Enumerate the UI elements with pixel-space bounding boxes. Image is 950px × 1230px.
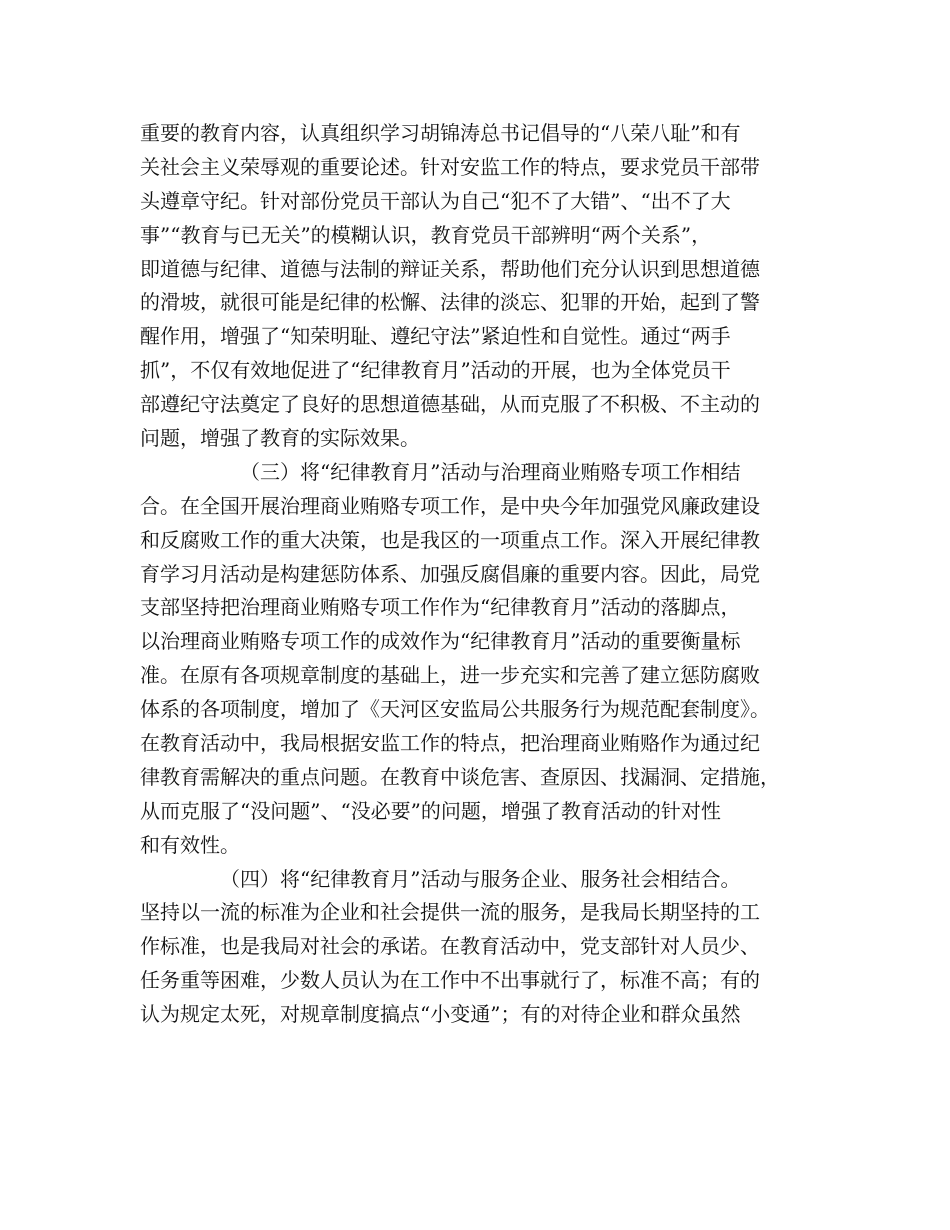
- text-line: 抓”，不仅有效地促进了“纪律教育月”活动的开展，也为全体党员干: [140, 358, 731, 383]
- body-text: [140, 117, 820, 1032]
- text-line: 体系的各项制度，增加了《天河区安监局公共服务行为规范配套制度》。: [140, 697, 770, 722]
- text-line: 支部坚持把治理商业贿赂专项工作作为“纪律教育月”活动的落脚点，: [140, 595, 741, 620]
- text-line: 律教育需解决的重点问题。在教育中谈危害、查原因、找漏洞、定措施，: [140, 764, 780, 789]
- text-line: 作标准，也是我局对社会的承诺。在教育活动中，党支部针对人员少、: [140, 934, 760, 959]
- text-line: 认为规定太死，对规章制度搞点“小变通”；有的对待企业和群众虽然: [140, 1002, 741, 1027]
- section-heading-line: （三）将“纪律教育月”活动与治理商业贿赂专项工作相结: [240, 459, 741, 484]
- text-line: 的滑坡，就很可能是纪律的松懈、法律的淡忘、犯罪的开始，起到了警: [140, 290, 760, 315]
- text-line: 和有效性。: [140, 832, 240, 857]
- text-line: 和反腐败工作的重大决策，也是我区的一项重点工作。深入开展纪律教: [140, 527, 760, 552]
- text-line: 以治理商业贿赂专项工作的成效作为“纪律教育月”活动的重要衡量标: [140, 629, 741, 654]
- text-line: 在教育活动中，我局根据安监工作的特点，把治理商业贿赂作为通过纪: [140, 731, 760, 756]
- text-line: 从而克服了“没问题”、“没必要”的问题，增强了教育活动的针对性: [140, 798, 721, 823]
- section-heading-line: （四）将“纪律教育月”活动与服务企业、服务社会相结合。: [220, 866, 741, 891]
- text-line: 准。在原有各项规章制度的基础上，进一步充实和完善了建立惩防腐败: [140, 663, 760, 688]
- text-line: 关社会主义荣辱观的重要论述。针对安监工作的特点，要求党员干部带: [140, 154, 760, 179]
- text-line: 坚持以一流的标准为企业和社会提供一流的服务，是我局长期坚持的工: [140, 900, 760, 925]
- text-line: 即道德与纪律、道德与法制的辩证关系，帮助他们充分认识到思想道德: [140, 256, 760, 281]
- text-line: 部遵纪守法奠定了良好的思想道德基础，从而克服了不积极、不主动的: [140, 392, 760, 417]
- text-line: 重要的教育内容，认真组织学习胡锦涛总书记倡导的“八荣八耻”和有: [140, 121, 741, 145]
- text-line: 醒作用，增强了“知荣明耻、遵纪守法”紧迫性和自觉性。通过“两手: [140, 324, 731, 349]
- text-line: 问题，增强了教育的实际效果。: [140, 426, 420, 451]
- text-line: 事”“教育与已无关”的模糊认识，教育党员干部辨明“两个关系”，: [140, 222, 712, 247]
- text-line: 合。在全国开展治理商业贿赂专项工作，是中央今年加强党风廉政建设: [140, 493, 760, 518]
- text-line: 任务重等困难，少数人员认为在工作中不出事就行了，标准不高；有的: [140, 968, 760, 993]
- text-line: 头遵章守纪。针对部份党员干部认为自己“犯不了大错”、“出不了大: [140, 188, 731, 213]
- text-line: 育学习月活动是构建惩防体系、加强反腐倡廉的重要内容。因此，局党: [140, 561, 760, 586]
